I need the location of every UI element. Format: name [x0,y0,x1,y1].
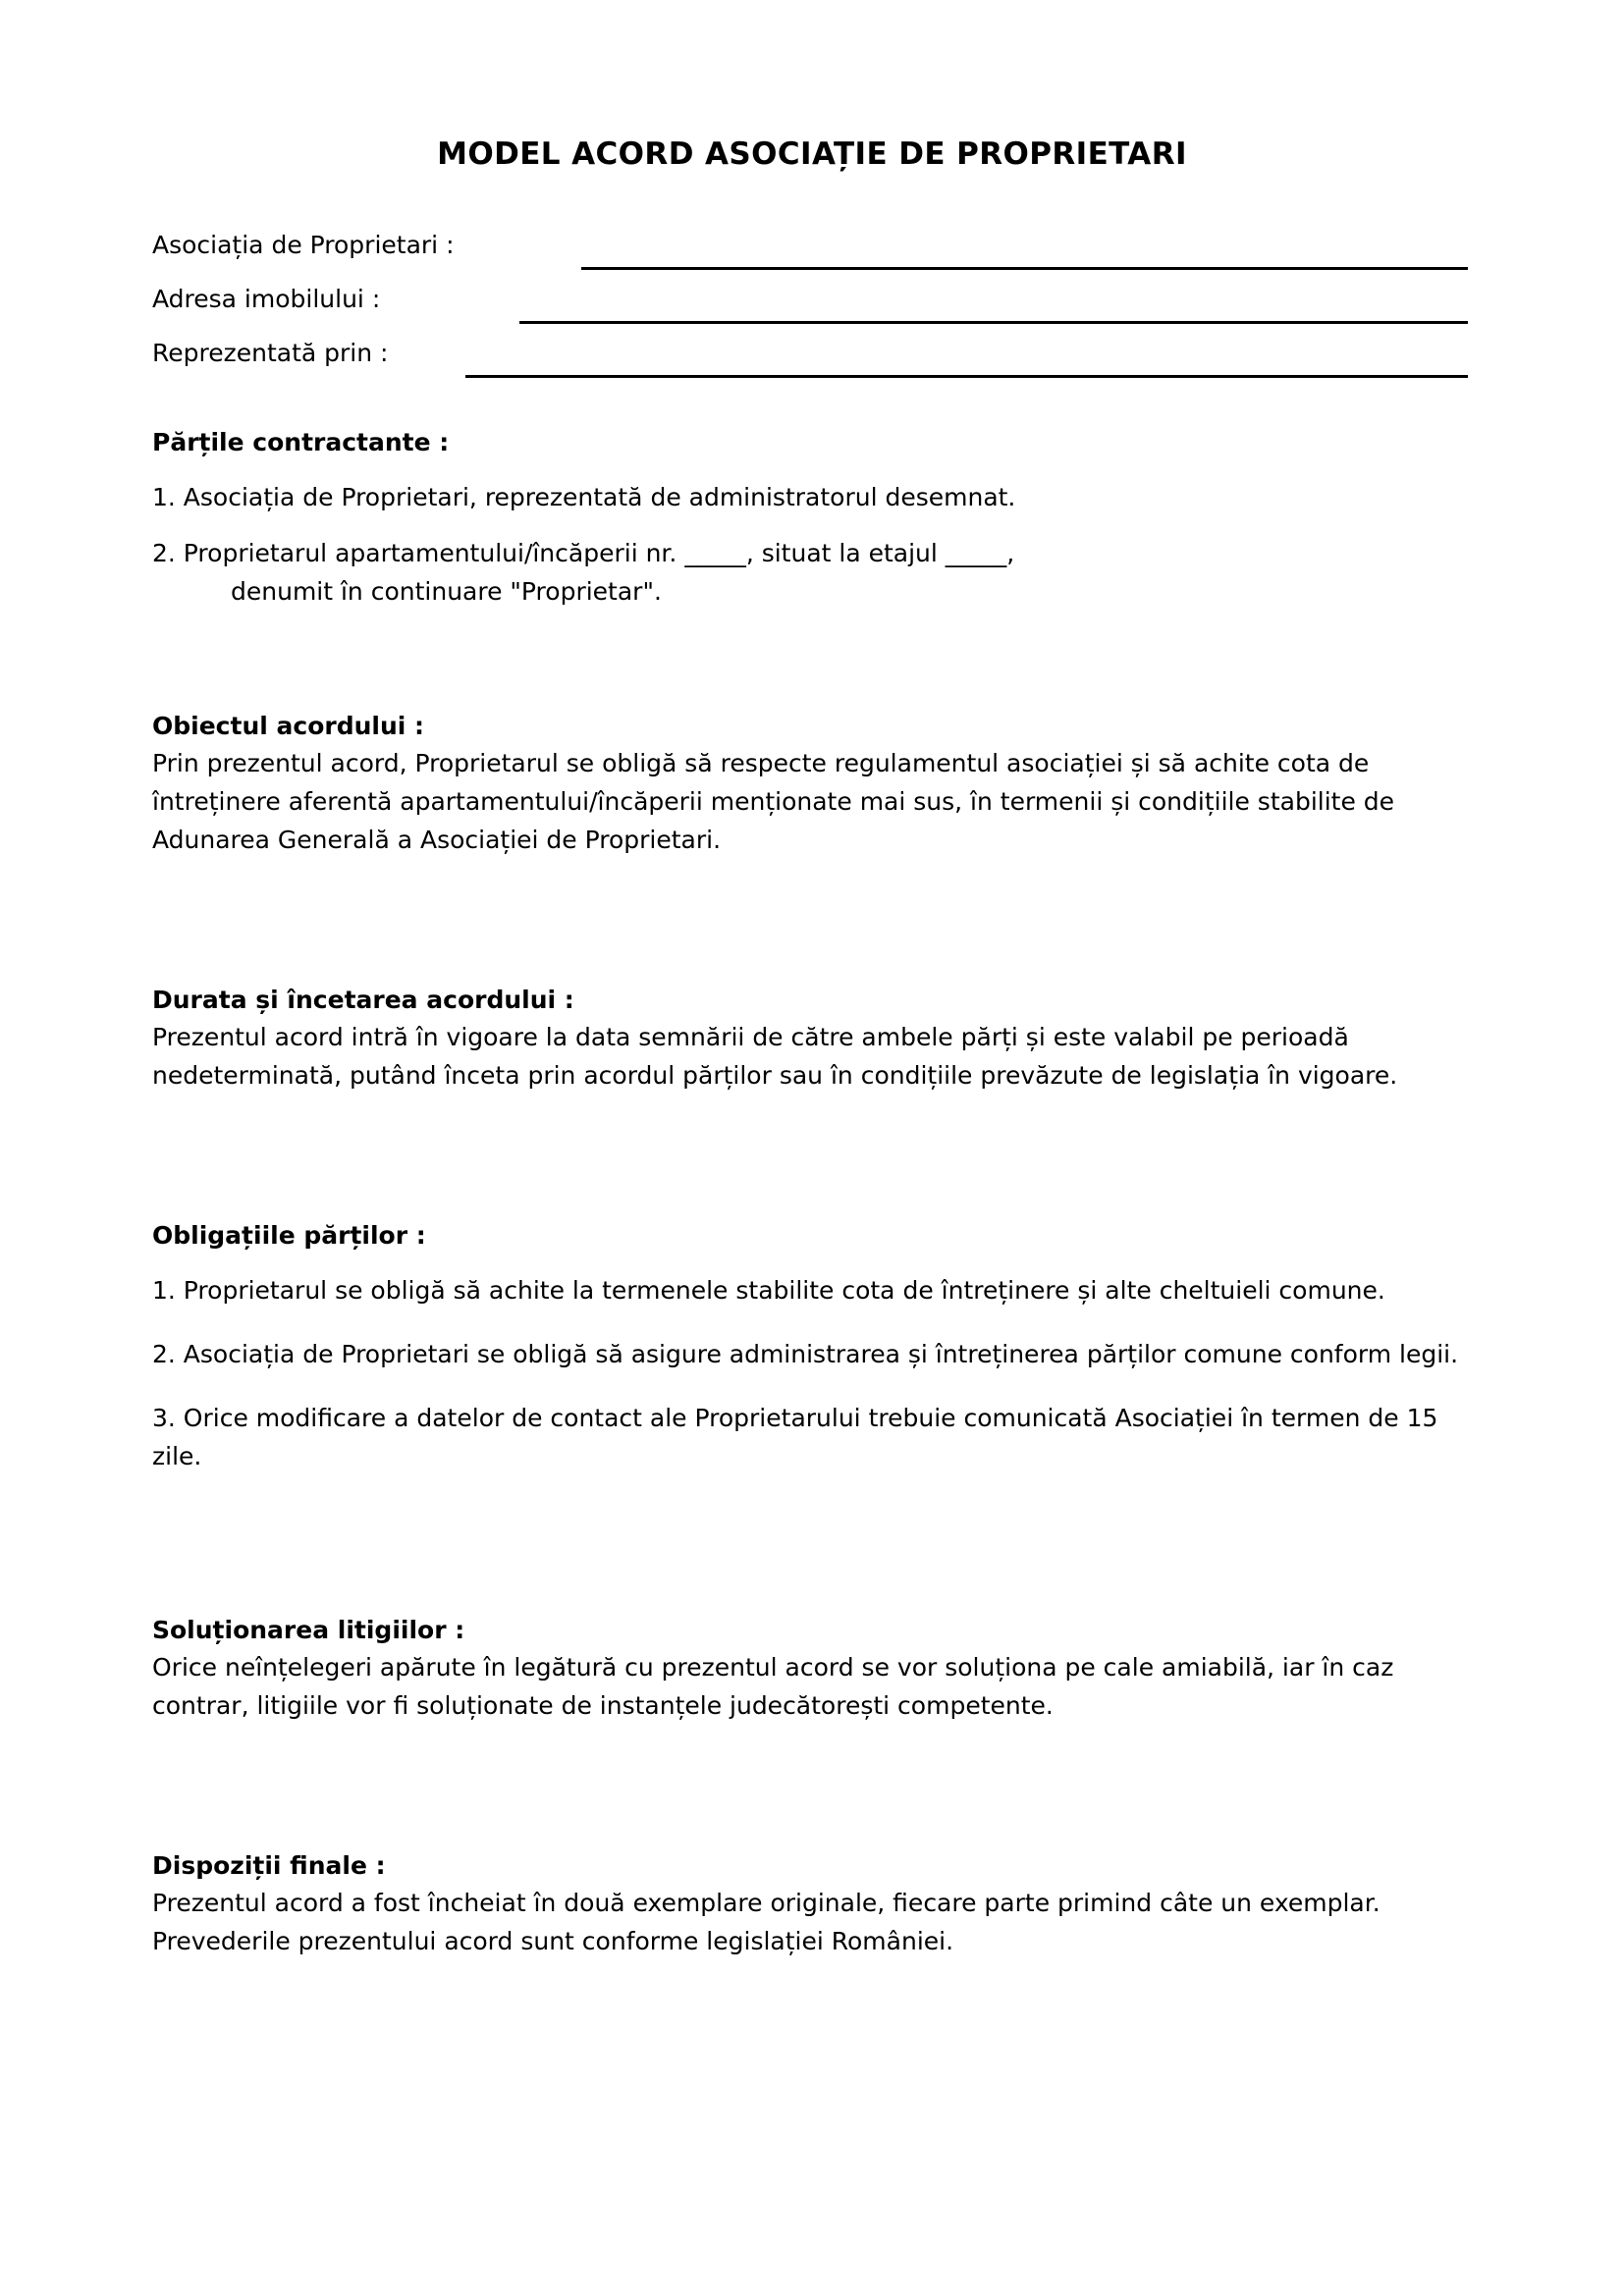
section-heading-parties: Părțile contractante : [152,428,450,456]
section-body-duration: Prezentul acord intră în vigoare la data semnării de către ambele părți și este valabil pe perioadă nedeterminată, putând înceta prin acordul părților sau în condițiile prevăzute de legislația în vigoare. [152,1023,1398,1090]
spacer [152,1309,1468,1335]
spacer [152,516,1468,534]
field-rule-adresa[interactable] [519,321,1468,324]
spacer [152,1095,1468,1193]
parties-apartment-blank[interactable]: _____ [684,539,746,567]
field-row-asociatia [152,228,1468,282]
parties-item-2-text-a: 2. Proprietarul apartamentului/încăperii nr. [152,539,685,567]
spacer [152,1475,1468,1613]
field-rule-asociatia[interactable] [581,267,1468,270]
obligations-item-3: 3. Orice modificare a datelor de contact ale Proprietarului trebuie comunicată Asociației în termen de 15 zile. [152,1404,1438,1470]
section-heading-obligations: Obligațiile părților : [152,1221,426,1250]
field-label-reprezentata: Reprezentată prin : [152,339,389,367]
spacer [152,1373,1468,1399]
spacer [152,1725,1468,1823]
field-rule-reprezentata[interactable] [465,375,1468,378]
spacer [152,390,1468,425]
spacer [152,1193,1468,1218]
parties-item-2-text-b: , situat la etajul [745,539,946,567]
document-body [152,228,1468,1960]
spacer [152,1254,1468,1271]
spacer [152,957,1468,983]
parties-floor-blank[interactable]: _____ [945,539,1007,567]
section-body-disputes: Orice neînțelegeri apărute în legătură cu prezentul acord se vor soluționa pe cale amiabilă, iar în caz contrar, litigiile vor fi soluționate de instanțele judecătorești competente. [152,1653,1394,1720]
section-body-final: Prezentul acord a fost încheiat în două exemplare originale, fiecare parte primind câte un exemplar. Prevederile prezentului acord sunt conforme legislației României. [152,1889,1380,1955]
obligations-item-2: 2. Asociația de Proprietari se obligă să asigure administrarea și întreținerea părților comune conform legii. [152,1340,1459,1368]
parties-item-2 [152,534,1468,572]
obligations-item-1: 1. Proprietarul se obligă să achite la termenele stabilite cota de întreținere și alte cheltuieli comune. [152,1276,1385,1305]
spacer [152,859,1468,957]
spacer [152,1823,1468,1848]
field-row-reprezentata [152,336,1468,390]
section-heading-final: Dispoziții finale : [152,1851,386,1880]
field-row-adresa [152,282,1468,336]
field-label-asociatia: Asociația de Proprietari : [152,231,455,259]
parties-item-2-text-c: , [1006,539,1015,567]
section-heading-disputes: Soluționarea litigiilor : [152,1616,465,1644]
parties-item-2-continuation: denumit în continuare "Proprietar". [231,577,662,606]
parties-item-1: 1. Asociația de Proprietari, reprezentată de administratorul desemnat. [152,483,1016,511]
spacer [152,460,1468,478]
section-heading-duration: Durata și încetarea acordului : [152,986,574,1014]
section-heading-object: Obiectul acordului : [152,712,425,740]
field-label-adresa: Adresa imobilului : [152,285,381,313]
spacer [152,611,1468,709]
page-title: MODEL ACORD ASOCIAȚIE DE PROPRIETARI [437,135,1187,172]
section-body-object: Prin prezentul acord, Proprietarul se obligă să respecte regulamentul asociației și să achite cota de întreținere aferentă apartamentului/încăperii menționate mai sus, în termenii și condițiile stabilite de Adunarea Generală a Asociației de Proprietari. [152,749,1395,854]
